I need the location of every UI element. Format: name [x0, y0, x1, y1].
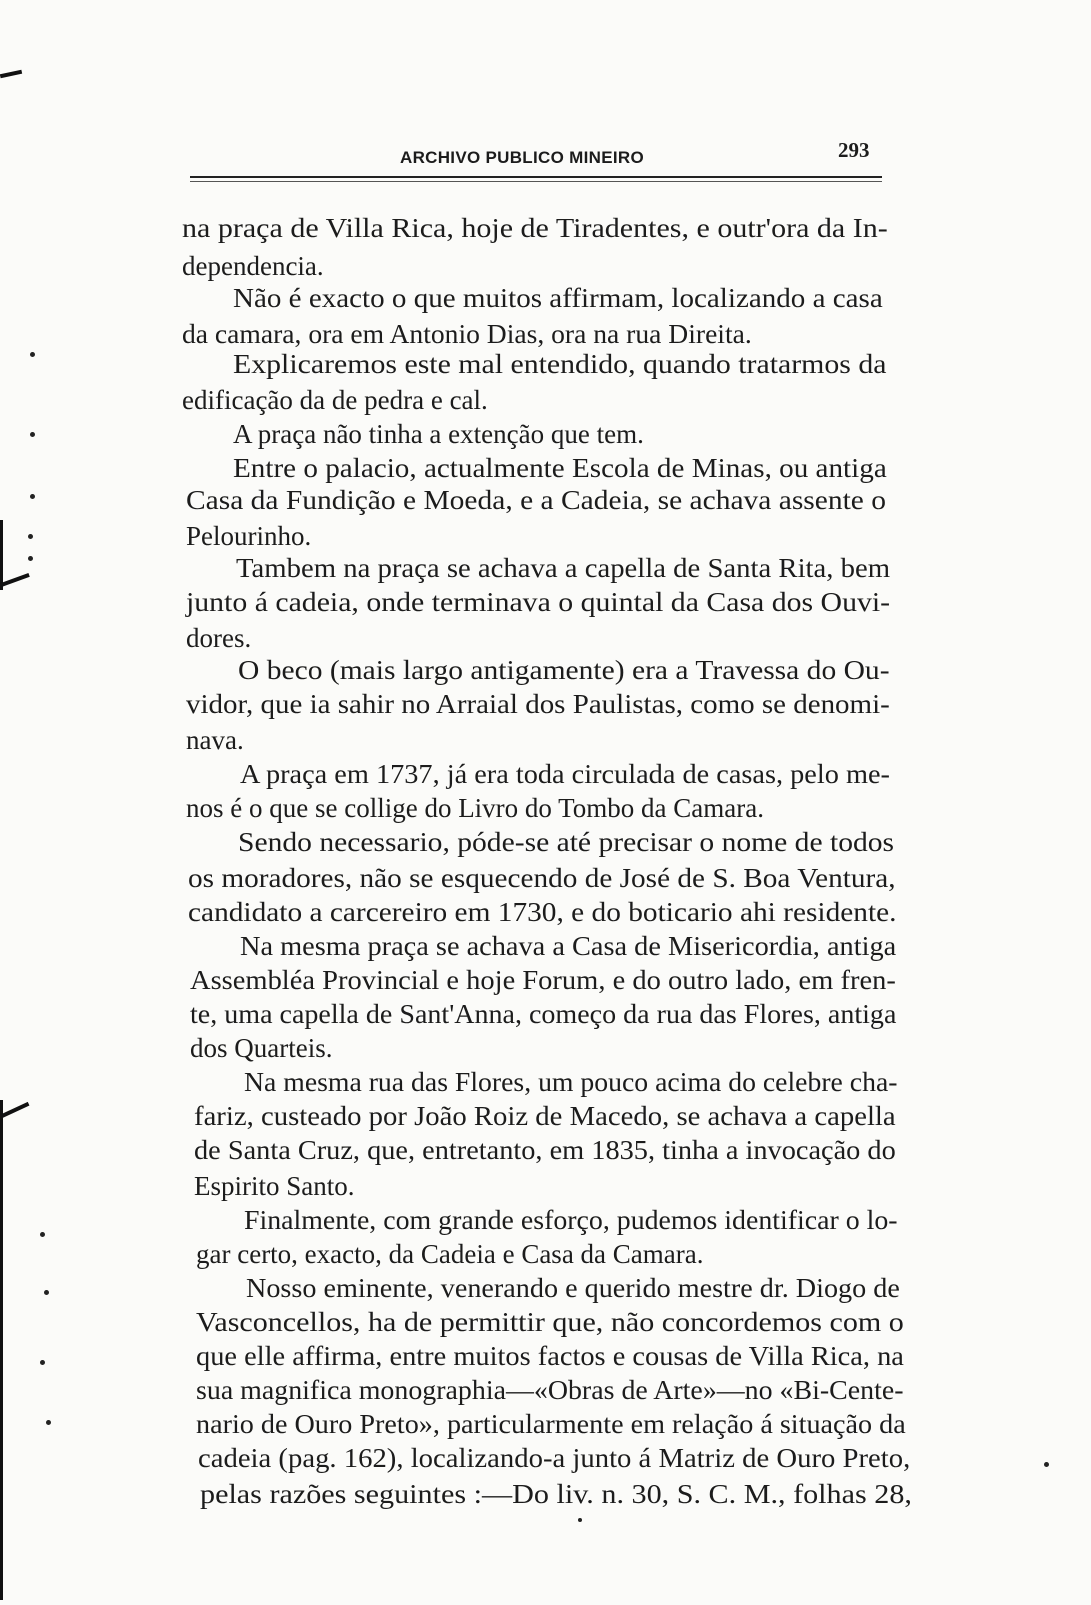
- text-line: nos é o que se collige do Livro do Tombo da Camara.: [186, 793, 764, 823]
- text-line: dependencia.: [182, 251, 324, 281]
- binding-edge-tick: [1, 1102, 30, 1118]
- text-line: Pelourinho.: [186, 521, 312, 551]
- margin-speck: [40, 1232, 45, 1237]
- binding-edge-mark: [0, 573, 30, 587]
- text-line: Na mesma rua das Flores, um pouco acima do celebre cha-: [244, 1067, 898, 1097]
- header-rule: [190, 176, 882, 182]
- text-line: da camara, ora em Antonio Dias, ora na rua Direita.: [182, 319, 752, 349]
- text-line: junto á cadeia, onde terminava o quintal da Casa dos Ouvi-: [186, 587, 891, 617]
- text-line: Tambem na praça se achava a capella de Santa Rita, bem: [236, 553, 891, 583]
- text-line: de Santa Cruz, que, entretanto, em 1835, tinha a invocação do: [194, 1135, 896, 1165]
- text-line: Sendo necessario, póde-se até precisar o nome de todos: [238, 827, 895, 857]
- text-line: fariz, custeado por João Roiz de Macedo, se achava a capella: [194, 1101, 896, 1131]
- text-line: sua magnifica monographia—«Obras de Arte»—no «Bi-Cente-: [196, 1375, 904, 1405]
- margin-speck: [30, 494, 35, 499]
- binding-edge-lower: [0, 1100, 3, 1600]
- text-line: dos Quarteis.: [190, 1033, 333, 1063]
- text-line: que elle affirma, entre muitos factos e cousas de Villa Rica, na: [196, 1341, 904, 1371]
- text-line: vidor, que ia sahir no Arraial dos Paulistas, como se denomi-: [186, 689, 890, 719]
- text-line: na praça de Villa Rica, hoje de Tiradentes, e outr'ora da In-: [182, 213, 888, 243]
- margin-speck: [578, 1518, 582, 1522]
- text-line: cadeia (pag. 162), localizando-a junto á Matriz de Ouro Preto,: [198, 1443, 911, 1473]
- text-line: te, uma capella de Sant'Anna, começo da rua das Flores, antiga: [190, 999, 897, 1029]
- text-line: gar certo, exacto, da Cadeia e Casa da Camara.: [196, 1239, 704, 1269]
- text-line: O beco (mais largo antigamente) era a Travessa do Ou-: [238, 655, 890, 685]
- text-line: A praça não tinha a extenção que tem.: [233, 419, 644, 449]
- binding-edge-left: [0, 520, 3, 590]
- text-line: Espirito Santo.: [194, 1171, 355, 1201]
- text-line: Finalmente, com grande esforço, pudemos identificar o lo-: [244, 1205, 898, 1235]
- binding-edge-top: [0, 70, 22, 78]
- margin-speck: [44, 1290, 49, 1295]
- text-line: Vasconcellos, ha de permittir que, não concordemos com o: [196, 1307, 904, 1337]
- text-line: nario de Ouro Preto», particularmente em relação á situação da: [196, 1409, 906, 1439]
- page-number: 293: [838, 138, 870, 162]
- margin-speck: [30, 352, 35, 357]
- text-line: Nosso eminente, venerando e querido mestre dr. Diogo de: [246, 1273, 900, 1303]
- margin-speck: [28, 534, 33, 539]
- text-line: nava.: [186, 725, 244, 755]
- margin-speck: [1044, 1462, 1049, 1467]
- text-line: edificação da de pedra e cal.: [182, 385, 488, 415]
- margin-speck: [46, 1420, 51, 1425]
- text-line: candidato a carcereiro em 1730, e do boticario ahi residente.: [188, 897, 897, 927]
- text-line: os moradores, não se esquecendo de José de S. Boa Ventura,: [188, 863, 896, 893]
- text-line: Não é exacto o que muitos affirmam, localizando a casa: [233, 283, 883, 313]
- text-line: pelas razões seguintes :—Do liv. n. 30, S. C. M., folhas 28,: [200, 1479, 912, 1509]
- text-line: Explicaremos este mal entendido, quando tratarmos da: [233, 349, 887, 379]
- text-line: dores.: [186, 623, 252, 653]
- running-header-title: ARCHIVO PUBLICO MINEIRO: [400, 148, 644, 167]
- margin-speck: [40, 1360, 45, 1365]
- text-line: Assembléa Provincial e hoje Forum, e do outro lado, em fren-: [190, 965, 896, 995]
- margin-speck: [30, 432, 35, 437]
- margin-speck: [28, 556, 33, 561]
- text-line: A praça em 1737, já era toda circulada de casas, pelo me-: [240, 759, 890, 789]
- text-line: Na mesma praça se achava a Casa de Misericordia, antiga: [240, 931, 897, 961]
- text-line: Casa da Fundição e Moeda, e a Cadeia, se achava assente o: [186, 485, 886, 515]
- text-line: Entre o palacio, actualmente Escola de Minas, ou antiga: [233, 453, 887, 483]
